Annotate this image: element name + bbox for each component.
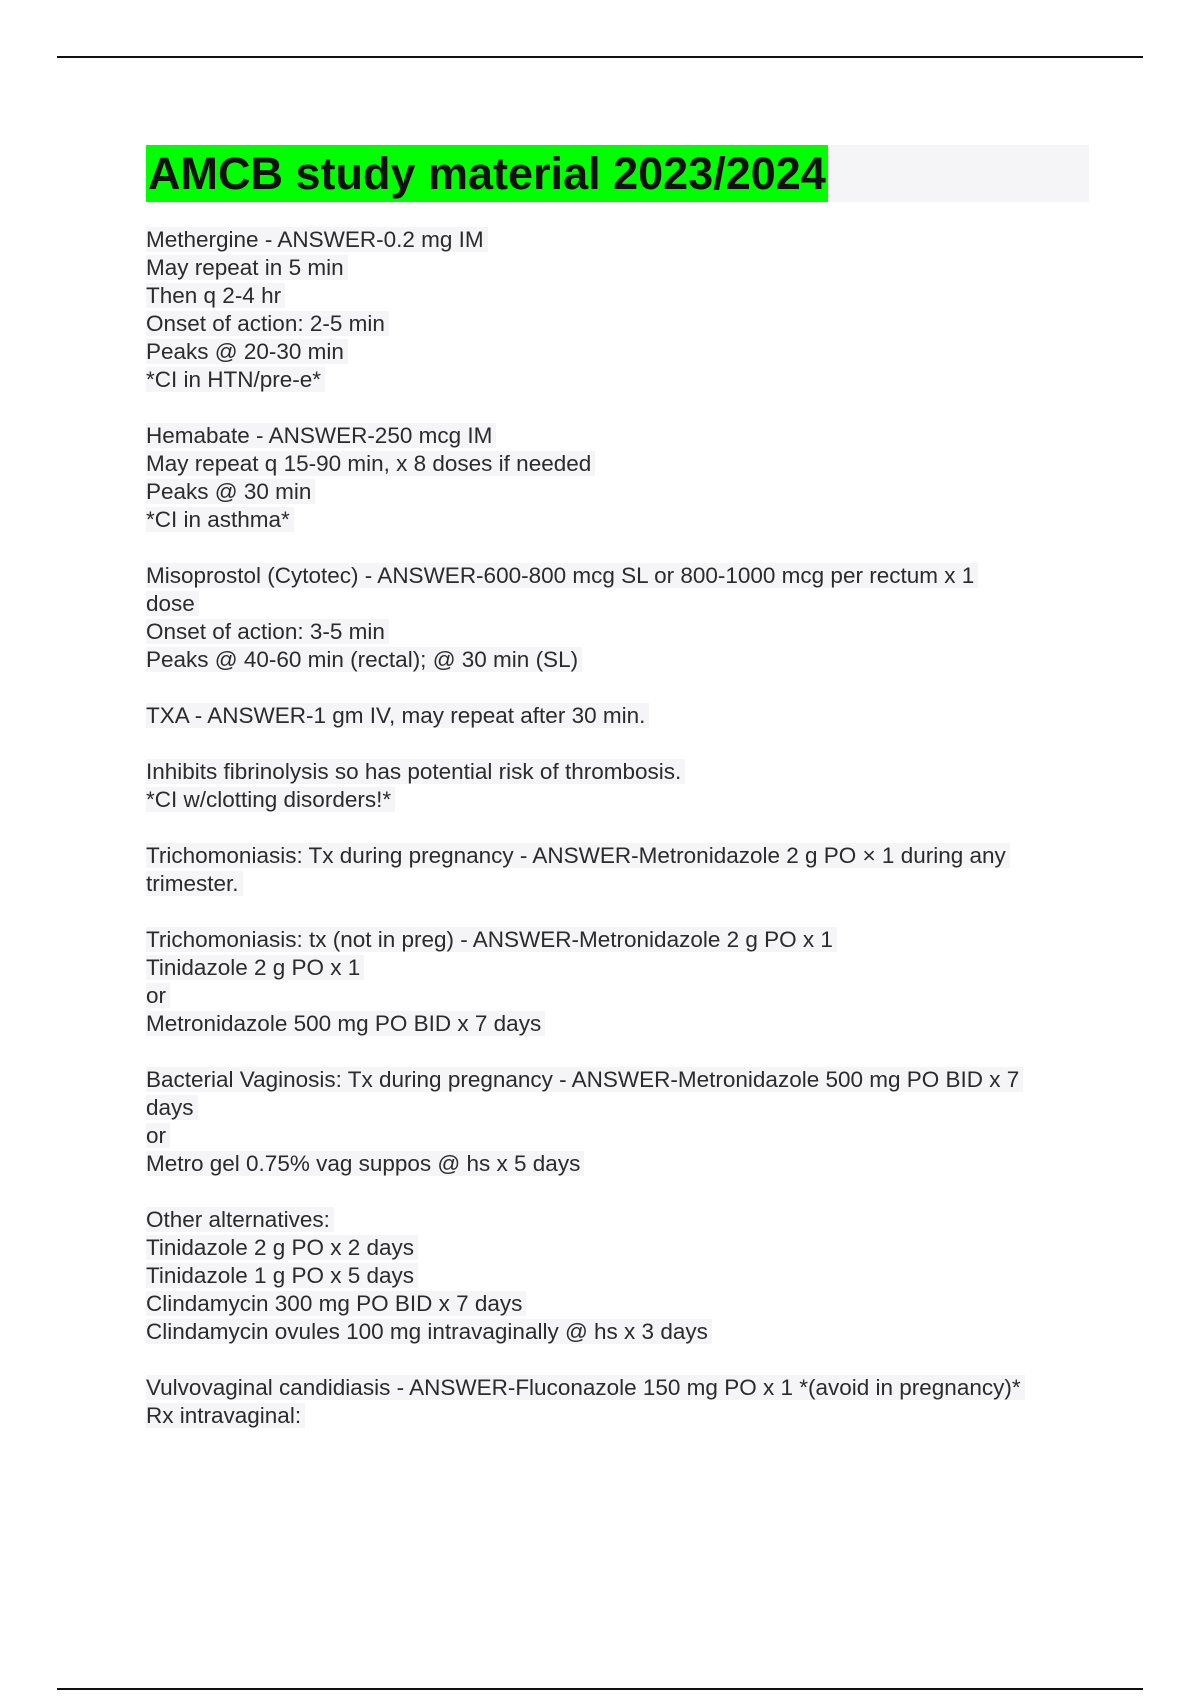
entry-line [146,618,1096,646]
entry-line [146,1206,1096,1234]
entry-line-text: Methergine - ANSWER-0.2 mg IM [146,227,488,252]
entry-line-text: Tinidazole 2 g PO x 1 [146,955,364,980]
entry-line [146,870,1096,898]
entry-line-text: Vulvovaginal candidiasis - ANSWER-Fluconazole 150 mg PO x 1 *(avoid in pregnancy)* [146,1375,1025,1400]
entry-line-text: Onset of action: 3-5 min [146,619,389,644]
entry-line-text: Tinidazole 1 g PO x 5 days [146,1263,418,1288]
entry-line [146,422,1096,450]
bottom-rule [57,1688,1143,1690]
entry-line [146,1150,1096,1178]
entry-line-text: May repeat q 15-90 min, x 8 doses if needed [146,451,595,476]
entry-line [146,982,1096,1010]
study-entry [146,422,1096,534]
entry-line-text: Peaks @ 30 min [146,479,315,504]
entry-line [146,562,1096,590]
entry-line [146,1066,1096,1094]
entry-line [146,1402,1096,1430]
entry-line [146,506,1096,534]
entry-line-text: Rx intravaginal: [146,1403,305,1428]
entry-line [146,1094,1096,1122]
entry-line [146,1374,1096,1402]
entry-line [146,1122,1096,1150]
entry-line [146,254,1096,282]
study-entry [146,226,1096,394]
entry-line-text: Clindamycin ovules 100 mg intravaginally @ hs x 3 days [146,1319,712,1344]
entry-line-text: *CI in HTN/pre-e* [146,367,325,392]
entry-line [146,282,1096,310]
entry-line-text: *CI in asthma* [146,507,294,532]
entry-line-text: Bacterial Vaginosis: Tx during pregnancy - ANSWER-Metronidazole 500 mg PO BID x 7 [146,1067,1023,1092]
entry-line-text: or [146,983,170,1008]
entry-line-text: Trichomoniasis: Tx during pregnancy - ANSWER-Metronidazole 2 g PO × 1 during any [146,843,1010,868]
entry-line [146,926,1096,954]
entry-line-text: Clindamycin 300 mg PO BID x 7 days [146,1291,526,1316]
entry-line-text: dose [146,591,199,616]
entry-line [146,646,1096,674]
entry-line [146,450,1096,478]
entry-line [146,226,1096,254]
study-entry [146,926,1096,1038]
entry-line-text: Onset of action: 2-5 min [146,311,389,336]
top-rule [57,56,1143,58]
study-entry [146,1206,1096,1346]
entry-line [146,366,1096,394]
entry-line [146,758,1096,786]
entry-line [146,310,1096,338]
study-entry [146,562,1096,674]
entry-line [146,842,1096,870]
entry-line-text: Hemabate - ANSWER-250 mcg IM [146,423,496,448]
study-entry [146,1066,1096,1178]
study-entry [146,702,1096,730]
entry-line-text: Trichomoniasis: tx (not in preg) - ANSWER-Metronidazole 2 g PO x 1 [146,927,837,952]
entry-line-text: Peaks @ 20-30 min [146,339,348,364]
entry-line-text: days [146,1095,198,1120]
study-entry [146,1374,1096,1430]
entry-line-text: Metronidazole 500 mg PO BID x 7 days [146,1011,545,1036]
entry-line [146,1318,1096,1346]
entry-line [146,1290,1096,1318]
entry-line [146,1262,1096,1290]
entry-line-text: Inhibits fibrinolysis so has potential risk of thrombosis. [146,759,685,784]
study-notes [146,226,1096,1458]
entry-line-text: Other alternatives: [146,1207,334,1232]
study-entry [146,842,1096,898]
entry-line-text: Then q 2-4 hr [146,283,285,308]
entry-line [146,786,1096,814]
entry-line-text: Tinidazole 2 g PO x 2 days [146,1235,418,1260]
entry-line-text: TXA - ANSWER-1 gm IV, may repeat after 30 min. [146,703,649,728]
entry-line-text: Metro gel 0.75% vag suppos @ hs x 5 days [146,1151,584,1176]
entry-line-text: *CI w/clotting disorders!* [146,787,395,812]
entry-line-text: May repeat in 5 min [146,255,348,280]
entry-line-text: Peaks @ 40-60 min (rectal); @ 30 min (SL) [146,647,582,672]
entry-line [146,1234,1096,1262]
study-entry [146,758,1096,814]
entry-line [146,954,1096,982]
entry-line-text: trimester. [146,871,243,896]
entry-line [146,590,1096,618]
entry-line [146,338,1096,366]
entry-line-text: Misoprostol (Cytotec) - ANSWER-600-800 mcg SL or 800-1000 mcg per rectum x 1 [146,563,978,588]
entry-line [146,478,1096,506]
entry-line [146,702,1096,730]
document-title: AMCB study material 2023/2024 [146,145,828,202]
entry-line [146,1010,1096,1038]
entry-line-text: or [146,1123,170,1148]
